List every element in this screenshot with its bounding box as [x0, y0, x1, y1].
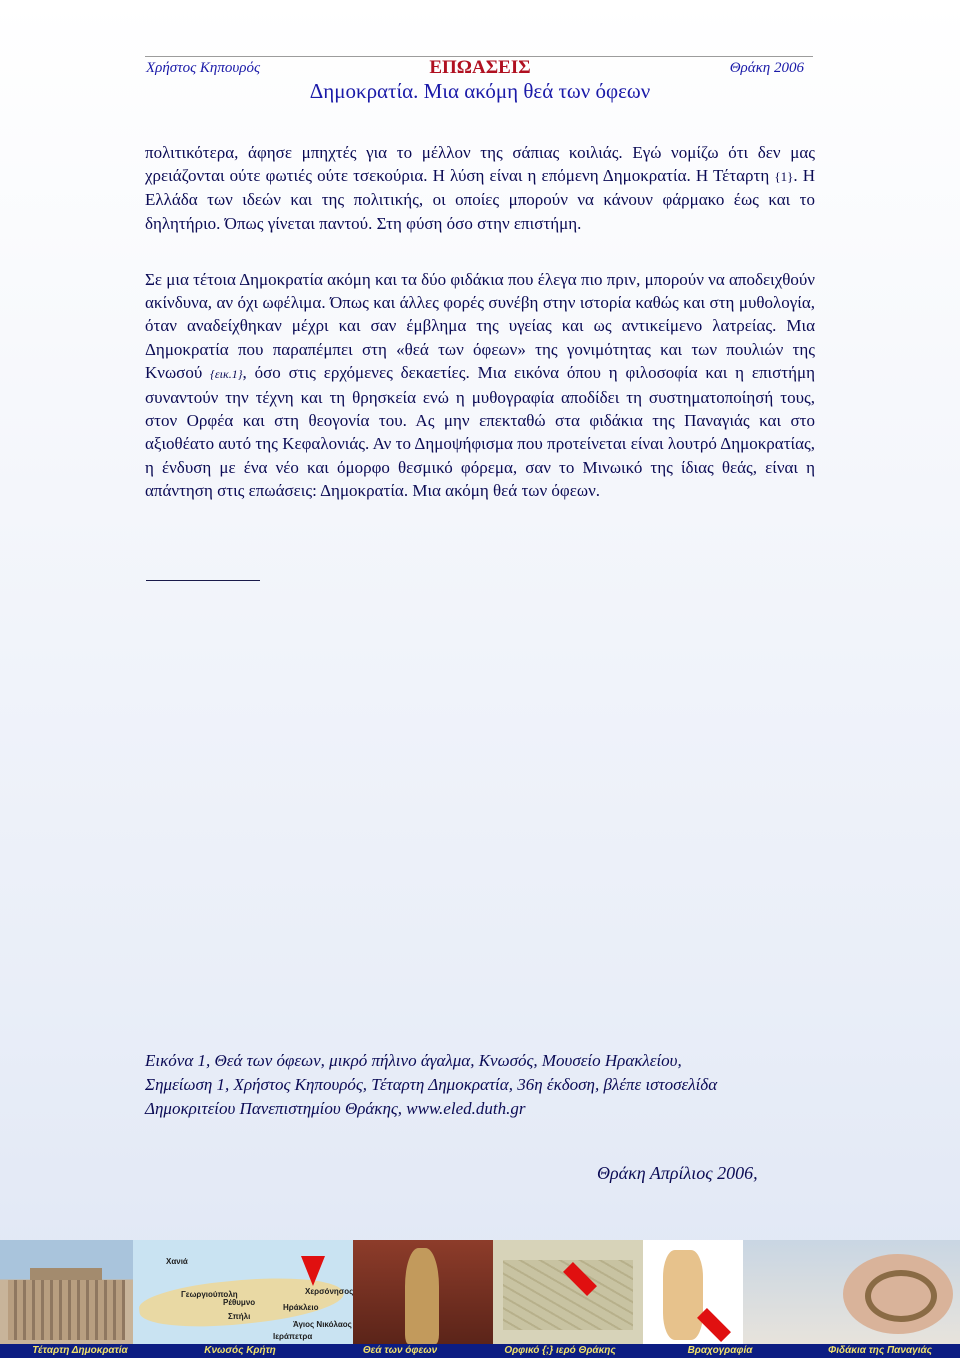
snake-shape: [865, 1270, 937, 1322]
arrow-down-icon: [301, 1256, 325, 1286]
footnote-note-1: Σημείωση 1, Χρήστος Κηπουρός, Τέταρτη Δημοκρατία, 36η έκδοση, βλέπε ιστοσελίδα: [145, 1075, 718, 1094]
snake-goddess-photo[interactable]: [353, 1240, 493, 1344]
image-strip: [0, 1240, 960, 1344]
nav-item-knossos-crete[interactable]: Κνωσός Κρήτη: [204, 1345, 276, 1356]
map-label-ierapetra: Ιεράπετρα: [273, 1332, 313, 1341]
paragraph-2-text-b: , όσο στις ερχόμενες δεκαετίες. Μια εικόνα όπου η φιλοσοφία και η επιστήμη συναντούν την τέχνη και τη θρησκεία ενώ η μυθογραφία αποδίδει τη συστηματοποίησή τους, στον Ορφέα και στη θεογονία του. Ας μην επεκταθώ στα φιδάκια της Παναγιάς και στο αξιοθέατο αυτό της Κεφαλονιάς. Αν το Δημοψήφισμα που προτείνεται είναι λουτρό Δημοκρατίας, η ένδυση με ένα νέο και όμορφο θεσμικό φόρεμα, σαν το Μινωικό της ίδιας θεάς, είναι η απάντηση στις επωάσεις: Δημοκρατία. Μια ακόμη θεά των όφεων.: [145, 362, 816, 500]
map-label-rethymno: Ρέθυμνο: [223, 1298, 256, 1307]
parliament-photo[interactable]: [0, 1240, 133, 1344]
nav-item-orphic-sanctuary[interactable]: Ορφικό {;} ιερό Θράκης: [504, 1345, 616, 1356]
bottom-nav-bar: [0, 1344, 960, 1358]
header-subtitle: Δημοκρατία. Μια ακόμη θεά των όφεων: [309, 79, 651, 103]
paragraph-2-text-a: Σε μια τέτοια Δημοκρατία ακόμη και τα δύο φιδάκια που έλεγα πιο πριν, μπορούν να αποδειχθούν ακίνδυνα, αν όχι ωφέλιμα. Όπως και άλλες φορές συνέβη στην ιστορία καθώς και στη μυθολογία, όταν αναδείχθηκαν μέχρι και σαν έμβλημα της υγείας και ως αντικείμενο λατρείας. Μια Δημοκρατία που παραπέμπει στη «θεά των όφεων» της γονιμότητας και των πουλιών της Κνωσού: [145, 270, 815, 382]
map-label-agios-nikolaos: Άγιος Νικόλαος: [293, 1320, 352, 1329]
footnote-note-1-continued[interactable]: Δημοκριτείου Πανεπιστημίου Θράκης, www.eled.duth.gr: [145, 1099, 526, 1118]
rock-art-map[interactable]: [643, 1240, 743, 1344]
footnotes: [145, 1049, 825, 1121]
header-place-date: Θράκη 2006: [729, 60, 804, 76]
footnote-figure-1: Εικόνα 1, Θεά των όφεων, μικρό πήλινο άγαλμα, Κνωσός, Μουσείο Ηρακλείου,: [145, 1051, 682, 1070]
map-label-hersonissos: Χερσόνησος: [305, 1287, 353, 1296]
note-reference-1[interactable]: {1}: [774, 169, 794, 185]
nav-item-virgins-snakes[interactable]: Φιδάκια της Παναγιάς: [827, 1345, 933, 1356]
map-label-heraklion: Ηράκλειο: [283, 1303, 319, 1312]
crete-map[interactable]: [133, 1240, 353, 1344]
map-label-chania: Χανιά: [166, 1257, 188, 1266]
small-snake-photo[interactable]: [743, 1240, 960, 1344]
signature-place-date: Θράκη Απρίλιος 2006,: [597, 1163, 758, 1183]
paragraph-1-text-a: πολιτικότερα, άφησε μπηχτές για το μέλλον της σάπιας κοιλιάς. Εγώ νομίζω ότι δεν μας χρειάζονται ούτε φωτιές ούτε τσεκούρια. Η λύση είναι η επόμενη Δημοκρατία. Η Τέταρτη: [145, 143, 815, 186]
paragraph-1-text-b: . Η Ελλάδα των ιδεών και της πολιτικής, οι οποίες μπορούν να κάνουν φάρμακο έως και το δηλητήριο. Όπως γίνεται παντού. Στη φύση όσο στην επιστήμη.: [145, 166, 816, 233]
thrace-map-photo[interactable]: [493, 1240, 643, 1344]
map-label-spili: Σπήλι: [228, 1312, 251, 1321]
nav-item-fourth-democracy[interactable]: Τέταρτη Δημοκρατία: [32, 1345, 128, 1356]
footnote-separator: [146, 580, 260, 581]
paragraph-2: [145, 268, 815, 502]
figure-reference-1[interactable]: {εικ.1}: [210, 366, 243, 381]
rock-art-map-shape: [663, 1250, 703, 1340]
header-title: ΕΠΩΑΣΕΙΣ: [429, 57, 531, 78]
nav-item-rock-art[interactable]: Βραχογραφία: [687, 1345, 753, 1356]
map-label-georgioupoli: Γεωργιούπολη: [181, 1290, 238, 1299]
parliament-building: [8, 1280, 125, 1340]
paragraph-1: [145, 141, 815, 235]
snake-goddess-figurine: [405, 1248, 439, 1344]
header-author: Χρήστος Κηπουρός: [146, 60, 261, 76]
nav-item-snake-goddess[interactable]: Θεά των όφεων: [362, 1345, 438, 1356]
arrow-diagonal-icon: [697, 1308, 731, 1342]
